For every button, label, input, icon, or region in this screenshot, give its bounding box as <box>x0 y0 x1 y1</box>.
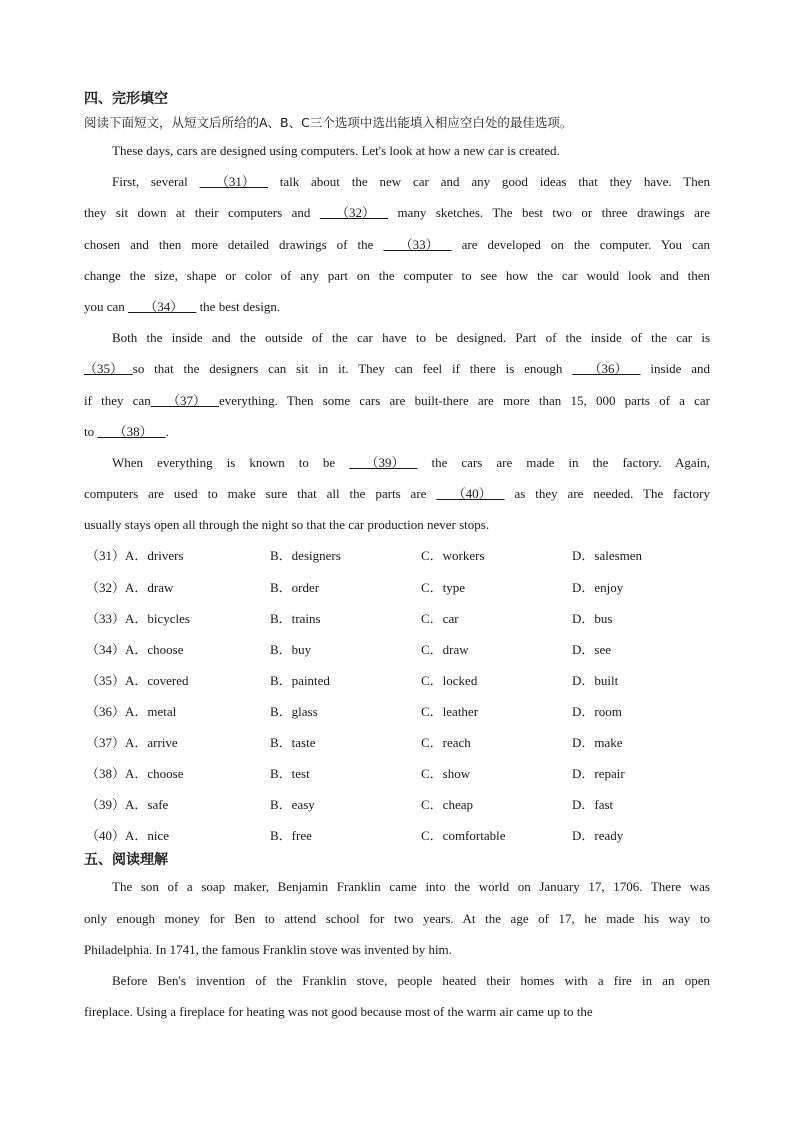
option-choice: C．cheap <box>421 797 473 813</box>
option-choice: （35）A．covered <box>86 672 189 688</box>
option-row <box>84 540 710 571</box>
reading-passage-line: Before Ben's invention of the Franklin stove, people heated their homes with a fire in an open <box>112 972 710 988</box>
cloze-heading: 四、完形填空 <box>84 91 168 107</box>
reading-passage <box>84 871 710 1027</box>
option-choice: （37）A．arrive <box>86 735 178 750</box>
cloze-passage-line: Both the inside and the outside of the car have to be designed. Part of the inside of the car is <box>112 330 710 346</box>
option-row <box>84 572 710 603</box>
option-choice: D．make <box>572 735 623 750</box>
cloze-passage-line: if they can （37） everything. Then some cars are built-there are more than 15, 000 parts of a car <box>84 385 710 416</box>
option-choice: B．test <box>270 766 310 782</box>
cloze-passage-line: change the size, shape or color of any part on the computer to see how the car would look and then <box>84 267 710 283</box>
answer-blank: （33） <box>383 236 452 252</box>
cloze-passage-line: to （38） . <box>84 416 710 447</box>
answer-blank: （39） <box>349 454 418 470</box>
cloze-passage-line: （35） so that the designers can sit in it. They can feel if there is enough （36） inside and <box>84 353 710 384</box>
cloze-instruction: 阅读下面短文，从短文后所给的A、B、C三个选项中选出能填入相应空白处的最佳选项。 <box>84 115 573 130</box>
option-row <box>84 727 710 758</box>
answer-blank: （35） <box>84 361 133 377</box>
cloze-passage <box>84 135 710 540</box>
reading-passage-line: Philadelphia. In 1741, the famous Franklin stove was invented by him. <box>84 941 452 957</box>
option-choice: C．show <box>421 766 471 782</box>
option-choice: B．painted <box>270 672 330 688</box>
option-choice: C．locked <box>421 672 478 688</box>
cloze-passage-line: you can （34） the best design. <box>84 291 710 322</box>
option-choice: B．glass <box>270 703 318 719</box>
option-row <box>84 634 710 665</box>
option-choice: （31）A．drivers <box>86 548 184 564</box>
reading-passage-line: only enough money for Ben to attend school for two years. At the age of 17, he made his way to <box>84 910 710 926</box>
cloze-passage-line: First, several （31） talk about the new car and any good ideas that they have. Then <box>84 166 710 197</box>
option-choice: B．order <box>270 579 320 595</box>
cloze-passage-line: they sit down at their computers and （32） many sketches. The best two or three drawings are <box>84 197 710 228</box>
option-choice: C．reach <box>421 735 471 750</box>
option-choice: C．car <box>421 610 459 626</box>
worksheet-page <box>84 88 710 1027</box>
option-choice: （38）A．choose <box>86 766 184 782</box>
option-choice: （40）A．nice <box>86 828 170 844</box>
option-choice: C．workers <box>421 548 485 564</box>
option-choice: B．trains <box>270 610 321 626</box>
reading-passage-line: The son of a soap maker, Benjamin Franklin came into the world on January 17, 1706. There was <box>112 879 710 895</box>
cloze-passage-line: chosen and then more detailed drawings of the （33） are developed on the computer. You can <box>84 229 710 260</box>
option-choice: D．repair <box>572 766 625 782</box>
option-row <box>84 820 710 851</box>
answer-blank: （38） <box>97 423 166 439</box>
answer-blank: （31） <box>199 174 268 190</box>
answer-blank: （34） <box>128 298 197 314</box>
option-choice: D．bus <box>572 610 613 626</box>
cloze-passage-line: These days, cars are designed using computers. Let's look at how a new car is created. <box>112 143 560 158</box>
cloze-passage-line: When everything is known to be （39） the cars are made in the factory. Again, <box>84 447 710 478</box>
option-choice: B．free <box>270 828 312 844</box>
option-row <box>84 696 710 727</box>
option-row <box>84 758 710 789</box>
option-row <box>84 789 710 820</box>
option-choice: B．taste <box>270 735 316 750</box>
cloze-passage-line: computers are used to make sure that all the parts are （40） as they are needed. The factory <box>84 478 710 509</box>
option-choice: （33）A．bicycles <box>86 610 190 626</box>
option-choice: B．buy <box>270 641 312 657</box>
option-choice: （36）A．metal <box>86 703 177 719</box>
option-choice: D．enjoy <box>572 579 624 595</box>
answer-blank: （32） <box>319 205 389 221</box>
option-choice: C．leather <box>421 703 479 719</box>
answer-blank: （36） <box>572 361 641 377</box>
option-row <box>84 665 710 696</box>
option-choice: C．draw <box>421 641 469 657</box>
option-choice: B．easy <box>270 797 315 813</box>
option-choice: D．ready <box>572 828 624 844</box>
option-choice: （34）A．choose <box>86 641 184 657</box>
option-choice: B．designers <box>270 548 341 564</box>
option-choice: D．room <box>572 703 622 719</box>
answer-blank: （40） <box>436 486 505 502</box>
option-choice: C．type <box>421 579 466 595</box>
reading-heading: 五、阅读理解 <box>84 852 168 869</box>
option-choice: D．salesmen <box>572 548 643 564</box>
option-choice: （32）A．draw <box>86 579 174 595</box>
option-choice: D．built <box>572 672 619 688</box>
option-choice: C．comfortable <box>421 828 506 844</box>
option-choice: （39）A．safe <box>86 797 169 813</box>
reading-passage-line: fireplace. Using a fireplace for heating was not good because most of the warm air came up to the <box>84 1004 593 1020</box>
option-choice: D．see <box>572 641 611 657</box>
option-choice: D．fast <box>572 797 614 813</box>
option-row <box>84 603 710 634</box>
answer-blank: （37） <box>150 392 220 408</box>
cloze-options <box>84 540 710 851</box>
cloze-passage-line: usually stays open all through the night so that the car production never stops. <box>84 517 490 533</box>
